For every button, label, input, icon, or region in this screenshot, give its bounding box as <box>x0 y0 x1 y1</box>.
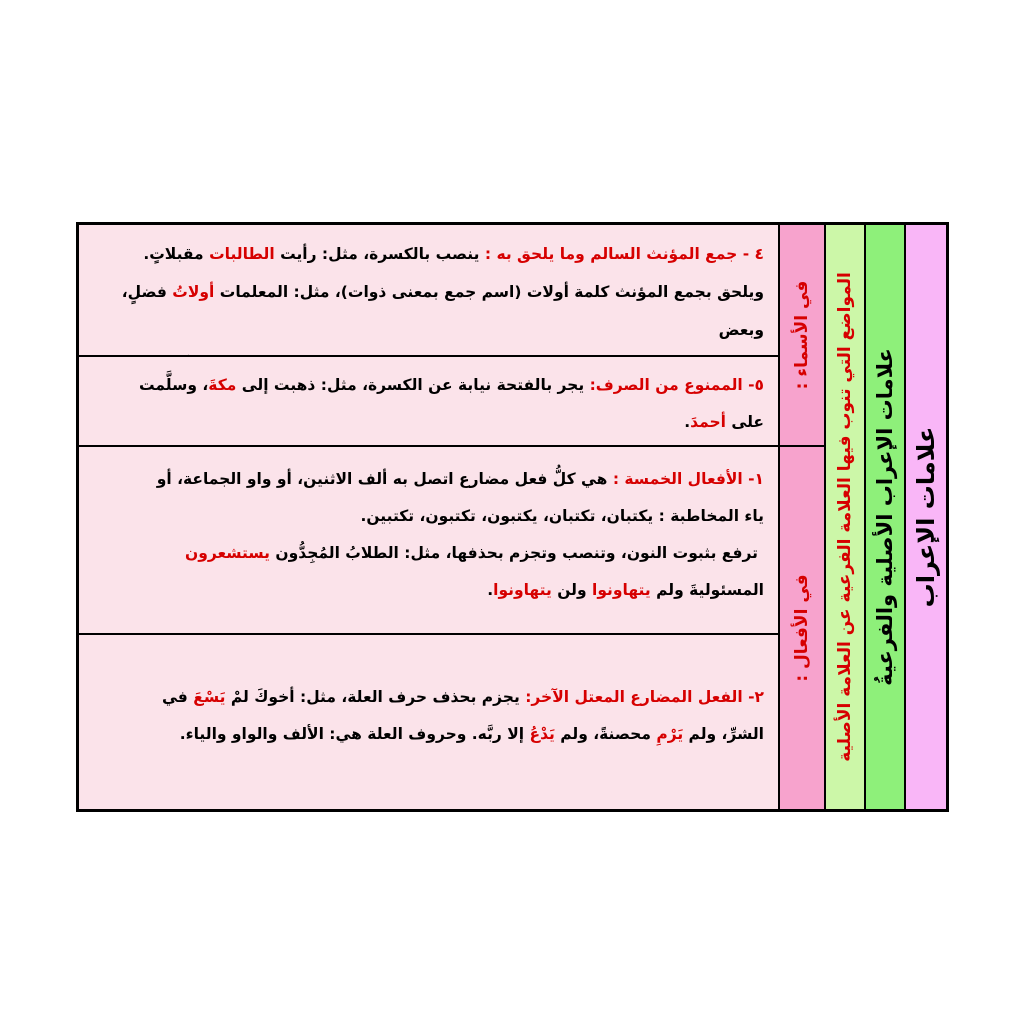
rule-text: ولن <box>551 581 593 599</box>
grammar-table <box>76 222 949 812</box>
rule-text: محصنةً، ولم <box>554 725 657 743</box>
rule-example: الطالبات <box>209 245 275 263</box>
section-nouns <box>778 225 824 447</box>
main-title-column <box>904 225 946 809</box>
rule-example: يَرْمِ <box>656 725 684 743</box>
section-verbs <box>778 447 824 809</box>
rule-example: مكةَ <box>208 376 237 394</box>
rule-text: هي كلُّ فعل مضارع اتصل به ألف الاثنين، أو واو الجماعة، أو <box>156 470 613 488</box>
rule-text: الشرِّ، ولم <box>683 725 764 743</box>
rule-row-feminine-plural <box>79 225 778 357</box>
rule-example: يتهاونوا <box>592 581 651 599</box>
rule-row-defective-verb <box>79 635 778 809</box>
rule-example: يَسْعَ <box>193 688 226 706</box>
rule-text: . <box>487 581 494 599</box>
rule-text: ويلحق بجمع المؤنث كلمة أولات (اسم جمع بمعنى ذوات)، مثل: المعلمات <box>214 283 764 301</box>
rule-row-diptote <box>79 357 778 447</box>
rule-line <box>91 572 764 609</box>
rule-line <box>91 716 764 753</box>
rule-example: أولاتُ <box>172 283 215 301</box>
rule-line <box>91 404 764 441</box>
rule-text: ينصب بالكسرة، مثل: رأيت <box>274 245 485 263</box>
rule-line <box>91 679 764 716</box>
rule-text: يجزم بحذف حرف العلة، مثل: أخوكَ لمْ <box>225 688 526 706</box>
rule-text: فضلٍ، وبعض <box>121 283 764 339</box>
rule-line <box>91 273 764 349</box>
sub-title-column <box>864 225 904 809</box>
rule-example: يتهاونوا <box>493 581 552 599</box>
rule-line <box>91 461 764 498</box>
rule-text: يجر بالفتحة نيابة عن الكسرة، مثل: ذهبت إلى <box>236 376 590 394</box>
main-title: علامات الإعراب <box>912 426 940 608</box>
section-verbs-label: في الأفعال : <box>792 574 812 682</box>
section-nouns-label: في الأسماء : <box>792 280 812 390</box>
rule-text: على <box>726 413 764 431</box>
rule-text: ترفع بثبوت النون، وتنصب وتجزم بحذفها، مثل: الطلابُ المُجِدُّون <box>269 544 758 562</box>
rule-example: أحمدَ <box>690 413 726 431</box>
rule-line <box>91 235 764 273</box>
places-title: المواضع التي تنوب فيها العلامة الفرعية عن العلامة الأصلية <box>835 272 855 762</box>
rule-row-five-verbs <box>79 447 778 635</box>
rule-text: ياء المخاطبة : يكتبان، تكتبان، يكتبون، تكتبون، تكتبين. <box>360 507 764 525</box>
rule-example: يستشعرون <box>185 544 270 562</box>
rule-text: إلا ربَّه. وحروف العلة هي: الألف والواو والياء. <box>179 725 530 743</box>
rule-line <box>91 535 764 572</box>
rule-text: في <box>162 688 194 706</box>
rule-text: . <box>684 413 691 431</box>
rule-line <box>91 498 764 535</box>
rule-text: المسئوليةَ ولم <box>650 581 764 599</box>
rule-text: ، وسلَّمت <box>139 376 209 394</box>
rule-heading: ٤ - جمع المؤنث السالم وما يلحق به : <box>484 245 764 263</box>
rule-line <box>91 367 764 404</box>
rule-heading: ٥- الممنوع من الصرف: <box>589 376 764 394</box>
places-title-column <box>824 225 864 809</box>
rule-example: يَدْعُ <box>529 725 555 743</box>
rule-heading: ٢- الفعل المضارع المعتل الآخر: <box>525 688 764 706</box>
sub-title: علامات الإعراب الأصلية والفرعيةُ <box>873 348 897 686</box>
rule-text: مقبلاتٍ. <box>143 245 210 263</box>
rule-heading: ١- الأفعال الخمسة : <box>612 470 764 488</box>
